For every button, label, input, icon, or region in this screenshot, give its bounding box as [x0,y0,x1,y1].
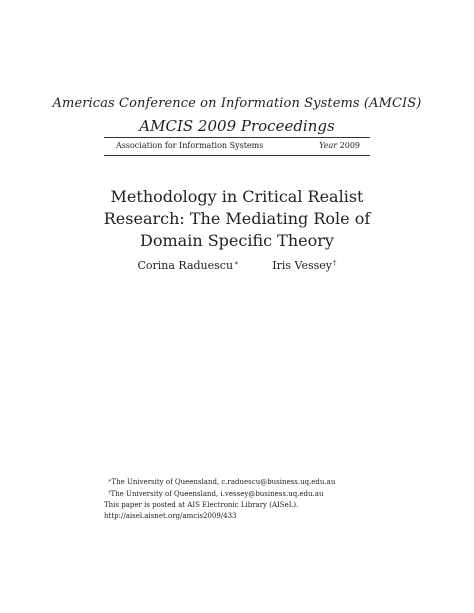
footnotes [104,476,404,522]
footnote-text: The University of Queensland, i.vessey@business.uq.edu.au [110,490,324,498]
footnote [104,476,404,488]
author-name: Corina Raduescu [137,259,234,272]
publisher-row [116,141,360,153]
title-line: Domain Specific Theory [140,231,334,250]
author-footnote-mark: † [333,259,337,267]
conference-name: Americas Conference on Information Systems (AMCIS) [52,96,422,111]
bottom-rule [104,155,370,156]
proceedings-title: AMCIS 2009 Proceedings [139,117,335,135]
author [272,259,336,272]
footnote-mark: † [108,490,111,496]
year-block [319,141,360,150]
paper-url[interactable]: http://aisel.aisnet.org/amcis2009/433 [104,512,237,520]
association-name: Association for Information Systems [116,141,264,150]
title-line: Research: The Mediating Role of [103,209,371,228]
footnote-text: The University of Queensland, c.raduescu@business.uq.edu.au [111,478,336,486]
author [137,259,238,272]
author-name: Iris Vessey [272,259,333,272]
paper-title [0,186,474,252]
author-list [0,259,474,272]
year-label: Year [319,141,338,150]
top-rule [104,137,370,138]
footnote [104,488,404,500]
posting-notice: This paper is posted at AIS Electronic Library (AISeL). [104,501,299,509]
year-value: 2009 [339,141,360,150]
title-line: Methodology in Critical Realist [110,187,364,206]
footnote-mark: ∗ [108,478,112,484]
author-footnote-mark: ∗ [234,259,239,267]
